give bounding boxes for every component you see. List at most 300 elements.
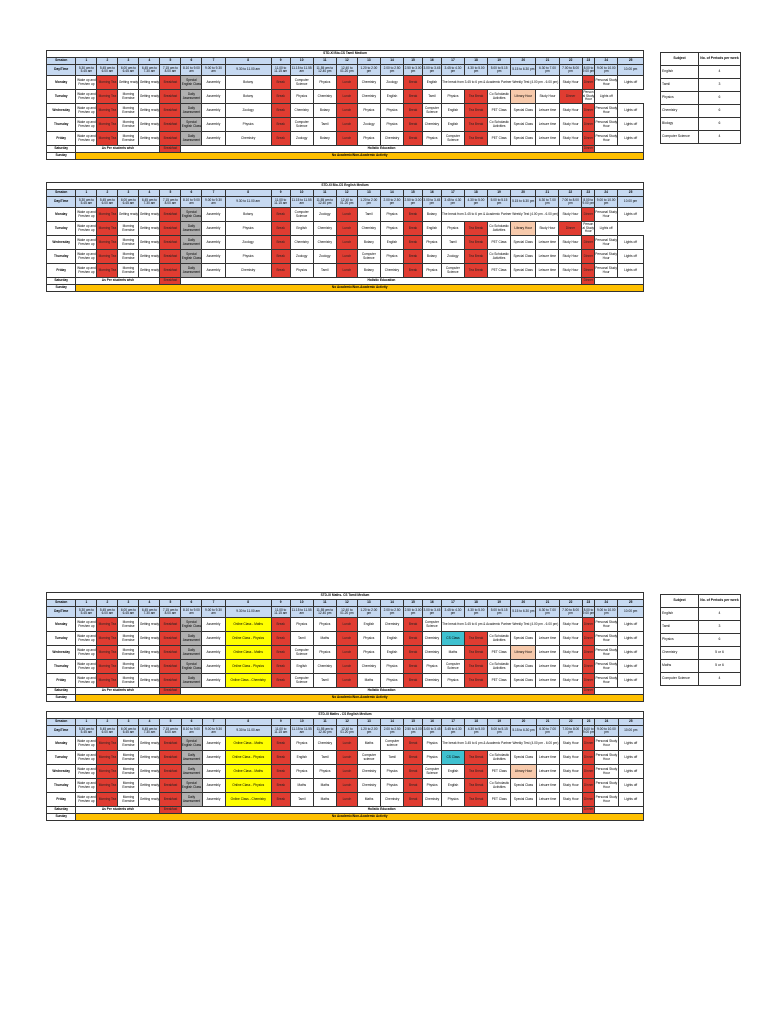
- time-slot: 11.15 to 11.55 am: [290, 726, 313, 737]
- time-slot: 5.45 am to 6.00 am: [97, 65, 118, 76]
- time-slot: 5.30 am to 5.45 am: [76, 607, 97, 618]
- period-cell: Morning Exercise: [118, 250, 139, 264]
- table-row: [47, 779, 644, 793]
- period-cell: Getting ready: [139, 90, 160, 104]
- daytime-label: Day/Time: [47, 607, 76, 618]
- time-slot: 6.45 am to 7.30 am: [139, 65, 160, 76]
- period-cell: Assembly: [202, 222, 225, 236]
- time-slot: 9.00 to 10.00 pm: [595, 726, 618, 737]
- day-label: Thursday: [47, 250, 76, 264]
- session-number: 6: [181, 190, 202, 197]
- period-cell: Study Hour: [559, 76, 582, 90]
- periods-count: 4: [699, 608, 741, 621]
- period-cell: Zoology: [225, 236, 271, 250]
- period-cell: Assembly: [202, 674, 225, 688]
- period-cell: Study Hour: [559, 751, 582, 765]
- day-label: Tuesday: [47, 222, 76, 236]
- period-cell: Lunch: [336, 632, 357, 646]
- time-slot: 7.15 am to 8.00 am: [160, 726, 181, 737]
- holistic-education: Holistic Education: [181, 688, 582, 695]
- saturday-dinner: Dinner: [582, 146, 595, 153]
- period-cell: English: [441, 104, 464, 118]
- time-slot: 11.15 to 11.55 am: [290, 197, 313, 208]
- period-cell: Tea Break: [465, 793, 488, 807]
- session-number: 13: [357, 58, 380, 65]
- period-cell: Tea Break: [465, 660, 488, 674]
- period-cell: Study Hour: [559, 632, 582, 646]
- period-cell: Computer Science: [422, 618, 441, 632]
- period-cell: Breakfast: [160, 751, 181, 765]
- session-number: 16: [423, 719, 442, 726]
- session-number: 23: [582, 190, 595, 197]
- session-number: 5: [160, 600, 181, 607]
- period-cell: Lunch: [336, 250, 357, 264]
- period-cell: Personal Study Hour: [595, 76, 618, 90]
- period-cell: Special Class: [511, 118, 536, 132]
- time-slot: 9.00 to 9.30 am: [202, 65, 225, 76]
- period-cell: Computer Science: [441, 132, 464, 146]
- period-cell: Morning Tea: [97, 765, 118, 779]
- period-cell: Morning Tea: [97, 674, 118, 688]
- period-cell: Wake up and Freshen up: [76, 222, 97, 236]
- table-row: [661, 621, 741, 634]
- period-cell: Daily Assessment: [181, 222, 202, 236]
- period-cell: Getting ready: [139, 208, 160, 222]
- period-cell: Wake up and Freshen up: [76, 118, 97, 132]
- saturday-blank: [595, 807, 644, 814]
- session-number: 21: [536, 190, 559, 197]
- period-cell: Wake up and Freshen up: [76, 660, 97, 674]
- period-cell: Lights off: [618, 264, 644, 278]
- block-title: STD-XI Maths - CS English Medium: [47, 712, 644, 719]
- period-cell: Breakfast: [160, 208, 181, 222]
- session-number: 20: [511, 719, 536, 726]
- period-cell: English: [380, 90, 403, 104]
- period-cell: Getting ready: [139, 76, 160, 90]
- period-cell: English: [422, 222, 441, 236]
- session-number: 14: [380, 600, 403, 607]
- time-slot: 8.00 to 9.00 pm: [582, 197, 595, 208]
- period-cell: Assembly: [202, 793, 225, 807]
- period-cell: Assembly: [202, 751, 225, 765]
- time-slot: 10.00 pm: [618, 197, 644, 208]
- session-number: 12: [336, 719, 357, 726]
- period-cell: Computer Science: [441, 660, 464, 674]
- day-label: Monday: [47, 76, 76, 90]
- time-slot: 8.10 to 9.00 am: [181, 726, 202, 737]
- period-cell: Physics: [313, 646, 336, 660]
- session-number: 17: [441, 600, 464, 607]
- period-cell: English: [290, 660, 313, 674]
- period-cell: Physics: [313, 76, 336, 90]
- period-cell: Special Class: [511, 674, 536, 688]
- period-cell: Break: [404, 132, 423, 146]
- subject-name: Tamil: [661, 79, 699, 92]
- period-cell: Dinner: [582, 779, 595, 793]
- period-cell: Break: [404, 765, 423, 779]
- period-cell: Daily Assessment: [181, 765, 202, 779]
- period-cell: Getting ready: [139, 660, 160, 674]
- period-cell: Library Hour: [511, 90, 536, 104]
- day-label: Tuesday: [47, 90, 76, 104]
- period-cell: Morning Exercise: [118, 264, 139, 278]
- subject-header: Subject: [661, 595, 699, 608]
- period-cell: Getting ready: [139, 132, 160, 146]
- period-cell: English: [380, 646, 403, 660]
- period-cell: Morning Exercise: [118, 236, 139, 250]
- period-cell: Morning Tea: [97, 104, 118, 118]
- period-cell: Daily Assessment: [181, 632, 202, 646]
- period-cell: PET Class: [487, 264, 510, 278]
- session-number: 22: [559, 58, 582, 65]
- no-activity: No Academic/Non-Academic Activity: [76, 285, 644, 292]
- time-slot: 11.15 to 11.55 am: [290, 607, 313, 618]
- period-cell: Assembly: [202, 132, 225, 146]
- period-cell: Maths: [313, 632, 336, 646]
- period-cell: Assembly: [202, 76, 225, 90]
- period-cell: Physics: [441, 90, 464, 104]
- period-cell: The break from 3.45 to 6 pm & Academic Partner Weekly Test (4.00 pm - 6.00 pm): [441, 618, 559, 632]
- time-slot: 10.00 pm: [618, 607, 644, 618]
- period-cell: Leisure time: [536, 250, 559, 264]
- period-cell: Computer science: [358, 751, 381, 765]
- period-cell: Study Hour: [559, 737, 582, 751]
- periods-count: 3: [699, 621, 741, 634]
- period-cell: Chemistry: [380, 132, 403, 146]
- session-number: 14: [380, 190, 403, 197]
- block-title: STD-XI Bio-CS English Medium: [47, 183, 644, 190]
- timetable-block-std-xi-bio-cs-tamil-medium: [46, 50, 644, 160]
- time-slot: 9.00 to 9.30 am: [202, 197, 225, 208]
- time-slot: 2.00 to 2.50 pm: [381, 726, 404, 737]
- session-number: 16: [422, 600, 441, 607]
- table-row: [47, 646, 644, 660]
- time-slot: 8.00 to 9.00 pm: [582, 726, 595, 737]
- session-number: 20: [511, 58, 536, 65]
- session-number: 6: [181, 719, 202, 726]
- time-slot: 5.45 am to 6.00 am: [97, 607, 118, 618]
- period-cell: Wake up and Freshen up: [76, 765, 97, 779]
- period-cell: Daily Assessment: [181, 646, 202, 660]
- session-number: 21: [536, 58, 559, 65]
- period-cell: Study Hour: [559, 264, 582, 278]
- period-cell: Tamil: [290, 793, 313, 807]
- period-cell: Special Class: [511, 793, 536, 807]
- timetable-block-std-xi-maths-cs-english-medium: [46, 711, 644, 821]
- sunday-label: Sunday: [47, 153, 76, 160]
- period-cell: Break: [403, 250, 422, 264]
- period-cell: Online Class - Physics: [225, 632, 271, 646]
- period-cell: Library Hour: [511, 646, 536, 660]
- time-slot: 2.50 to 3.00 pm: [404, 726, 423, 737]
- session-number: 24: [595, 190, 618, 197]
- period-cell: Breakfast: [160, 737, 181, 751]
- time-slot: 6.45 am to 7.30 am: [139, 726, 160, 737]
- period-cell: Physics: [290, 765, 313, 779]
- period-cell: Personal Study Hour: [582, 90, 595, 104]
- period-cell: Breakfast: [160, 250, 181, 264]
- period-cell: Break: [271, 660, 290, 674]
- saturday-dinner: Dinner: [582, 688, 595, 695]
- period-cell: Lights off: [618, 618, 644, 632]
- period-cell: Lights off: [618, 737, 643, 751]
- period-cell: Lunch: [336, 618, 357, 632]
- time-slot: 3.45 to 4.30 pm: [441, 65, 464, 76]
- period-cell: Online Class - Physics: [225, 660, 271, 674]
- period-cell: Study Hour: [559, 779, 582, 793]
- table-row: [47, 632, 644, 646]
- period-cell: Assembly: [202, 264, 225, 278]
- time-slot: 7.00 to 8.00 pm: [559, 726, 582, 737]
- table-row: [47, 208, 644, 222]
- holistic-education: Holistic Education: [181, 278, 582, 285]
- session-number: 24: [595, 719, 618, 726]
- day-label: Monday: [47, 737, 76, 751]
- period-cell: Leisure time: [536, 765, 559, 779]
- period-cell: Morning Exercise: [118, 646, 139, 660]
- session-number: 3: [118, 58, 139, 65]
- time-slot: 3.00 to 3.45 pm: [422, 65, 441, 76]
- session-number: 24: [595, 58, 618, 65]
- period-cell: Leisure time: [536, 118, 559, 132]
- period-cell: Dinner: [582, 118, 595, 132]
- period-cell: Wake up and Freshen up: [76, 132, 97, 146]
- time-slot: 5.00 to 5.15 pm: [488, 726, 511, 737]
- period-cell: Computer Science: [423, 765, 442, 779]
- session-number: 7: [202, 719, 225, 726]
- period-cell: Leisure time: [536, 104, 559, 118]
- session-number: 13: [358, 719, 381, 726]
- session-number: 25: [618, 58, 644, 65]
- period-cell: Zoology: [290, 132, 313, 146]
- period-cell: Lunch: [336, 646, 357, 660]
- period-cell: Morning Tea: [97, 222, 118, 236]
- period-cell: Morning Tea: [97, 76, 118, 90]
- time-slot: 9.30 to 11.00 am: [225, 65, 271, 76]
- period-cell: Physics: [225, 118, 271, 132]
- period-cell: Lights off: [618, 765, 643, 779]
- period-cell: Break: [404, 674, 423, 688]
- period-cell: Physics: [381, 765, 404, 779]
- period-cell: Co Scholastic Activities: [488, 660, 511, 674]
- period-cell: Getting ready: [139, 104, 160, 118]
- session-number: 4: [139, 58, 160, 65]
- session-number: 5: [160, 719, 181, 726]
- period-cell: Special English Class: [181, 660, 202, 674]
- session-number: 1: [76, 600, 97, 607]
- session-number: 1: [76, 58, 97, 65]
- time-slot: 3.45 to 4.30 pm: [442, 726, 465, 737]
- period-cell: Botany: [357, 264, 380, 278]
- period-cell: Getting ready: [139, 779, 160, 793]
- table-row: [47, 765, 644, 779]
- time-slot: 5.15 to 6.30 pm: [511, 65, 536, 76]
- session-number: 4: [139, 719, 160, 726]
- period-cell: Physics: [357, 632, 380, 646]
- session-number: 25: [618, 719, 643, 726]
- period-cell: Daily Assessment: [181, 104, 202, 118]
- time-slot: 2.00 to 2.50 pm: [380, 607, 403, 618]
- period-cell: Physics: [380, 118, 403, 132]
- period-cell: Physics: [381, 779, 404, 793]
- period-cell: Dinner: [582, 208, 595, 222]
- period-cell: Leisure time: [536, 660, 559, 674]
- session-number: 2: [97, 58, 118, 65]
- time-slot: 1.20 to 2.00 pm: [357, 65, 380, 76]
- period-cell: English: [422, 76, 441, 90]
- period-cell: Tamil: [313, 674, 336, 688]
- period-cell: Getting ready: [139, 737, 160, 751]
- session-number: 20: [511, 600, 536, 607]
- period-cell: Lights off: [618, 132, 644, 146]
- period-cell: Personal Study Hour: [595, 236, 618, 250]
- period-cell: Study Hour: [559, 793, 582, 807]
- time-slot: 2.00 to 2.50 pm: [380, 65, 403, 76]
- day-label: Monday: [47, 618, 76, 632]
- time-slot: 7.00 to 8.00 pm: [559, 65, 582, 76]
- period-cell: Dinner: [582, 264, 595, 278]
- period-cell: Lunch: [336, 104, 357, 118]
- session-number: 11: [313, 719, 336, 726]
- time-slot: 1.20 to 2.00 pm: [358, 726, 381, 737]
- time-slot: 1.20 to 2.00 pm: [357, 197, 380, 208]
- time-slot: 11.55 am to 12.40 pm: [313, 197, 336, 208]
- period-cell: Breakfast: [160, 76, 181, 90]
- period-cell: Breakfast: [160, 90, 181, 104]
- session-label: Session: [47, 719, 76, 726]
- session-number: 3: [118, 719, 139, 726]
- block-title: STD-XI Bio-CS Tamil Medium: [47, 51, 644, 58]
- period-cell: The break from 3.45 to 6 pm & Academic Partner Weekly Test (4.00 pm - 6.00 pm): [441, 76, 559, 90]
- period-cell: Dinner: [559, 90, 582, 104]
- session-number: 2: [97, 190, 118, 197]
- session-number: 24: [595, 600, 618, 607]
- session-number: 10: [290, 600, 313, 607]
- period-cell: Chemistry: [380, 264, 403, 278]
- period-cell: Chemistry: [422, 632, 441, 646]
- period-cell: Computer Science: [290, 646, 313, 660]
- period-cell: Morning Tea: [97, 118, 118, 132]
- session-number: 17: [441, 190, 464, 197]
- period-cell: Computer Science: [290, 674, 313, 688]
- timetable-table: [46, 592, 644, 702]
- period-cell: Special Class: [511, 779, 536, 793]
- period-cell: English: [290, 222, 313, 236]
- period-cell: Leisure time: [536, 132, 559, 146]
- period-cell: Tamil: [313, 264, 336, 278]
- period-cell: Tamil: [441, 236, 464, 250]
- period-cell: Study Hour: [559, 765, 582, 779]
- period-cell: Lights off: [618, 674, 644, 688]
- period-cell: Wake up and Freshen up: [76, 76, 97, 90]
- period-cell: English: [442, 765, 465, 779]
- period-cell: Zoology: [441, 250, 464, 264]
- period-cell: Maths: [313, 779, 336, 793]
- time-slot: 3.00 to 3.45 pm: [422, 197, 441, 208]
- period-cell: Online Class - Maths: [225, 765, 271, 779]
- session-number: 11: [313, 600, 336, 607]
- subject-name: Chemistry: [661, 647, 699, 660]
- period-cell: Physics: [380, 250, 403, 264]
- period-cell: Tea Break: [464, 264, 487, 278]
- period-cell: Chemistry: [290, 104, 313, 118]
- time-slot: 5.00 to 5.15 pm: [488, 607, 511, 618]
- timetable-table: [46, 711, 644, 821]
- session-number: 8: [225, 600, 271, 607]
- period-cell: Assembly: [202, 208, 225, 222]
- period-cell: Getting ready: [139, 236, 160, 250]
- period-cell: Breakfast: [160, 793, 181, 807]
- period-cell: Breakfast: [160, 132, 181, 146]
- table-row: [47, 236, 644, 250]
- period-cell: Leisure time: [536, 779, 559, 793]
- period-cell: Leisure time: [536, 236, 559, 250]
- session-number: 14: [380, 58, 403, 65]
- saturday-label: Saturday: [47, 807, 76, 814]
- table-row: [47, 132, 644, 146]
- period-cell: Tamil: [313, 118, 336, 132]
- period-cell: Dinner: [582, 236, 595, 250]
- period-cell: Chemistry: [422, 646, 441, 660]
- period-cell: English: [441, 118, 464, 132]
- period-cell: Online Class - Chemistry: [225, 793, 271, 807]
- period-cell: Lights off: [595, 222, 618, 236]
- period-cell: Dinner: [582, 646, 595, 660]
- time-slot: 11.00 to 11.15 am: [271, 197, 290, 208]
- period-cell: Getting ready: [118, 208, 139, 222]
- period-cell: Assembly: [202, 104, 225, 118]
- period-cell: Physics: [380, 208, 403, 222]
- time-slot: 11.55 am to 12.40 pm: [313, 65, 336, 76]
- sunday-label: Sunday: [47, 285, 76, 292]
- time-slot: 11.55 am to 12.40 pm: [313, 726, 336, 737]
- period-cell: Personal Study Hour: [595, 618, 618, 632]
- period-cell: Break: [404, 779, 423, 793]
- period-cell: Lunch: [336, 793, 357, 807]
- periods-count: 3: [699, 79, 741, 92]
- day-label: Wednesday: [47, 765, 76, 779]
- session-number: 9: [271, 58, 290, 65]
- period-cell: Special English Class: [181, 779, 202, 793]
- periods-count: 4: [699, 66, 741, 79]
- period-cell: PET Class: [488, 132, 511, 146]
- saturday-blank: [595, 146, 644, 153]
- period-cell: Break: [271, 76, 290, 90]
- session-number: 7: [202, 190, 225, 197]
- period-cell: Chemistry: [313, 90, 336, 104]
- period-cell: Lights off: [618, 793, 643, 807]
- session-number: 17: [442, 719, 465, 726]
- period-cell: Personal Study Hour: [595, 132, 618, 146]
- period-cell: Lunch: [336, 779, 357, 793]
- period-cell: Physics: [290, 737, 313, 751]
- period-cell: Personal Study Hour: [595, 751, 618, 765]
- no-activity: No Academic/Non-Academic Activity: [76, 153, 644, 160]
- session-number: 12: [336, 600, 357, 607]
- saturday-dinner: Dinner: [582, 807, 595, 814]
- period-cell: Break: [403, 264, 422, 278]
- period-cell: Break: [404, 618, 423, 632]
- time-slot: 11.55 am to 12.40 pm: [313, 607, 336, 618]
- period-cell: English: [357, 618, 380, 632]
- period-cell: Physics: [357, 104, 380, 118]
- timetable-block-std-xi-maths-cs-tamil-medium: [46, 592, 644, 702]
- period-cell: Getting ready: [139, 793, 160, 807]
- period-cell: Chemistry: [313, 222, 336, 236]
- day-label: Wednesday: [47, 236, 76, 250]
- period-cell: Lights off: [595, 90, 618, 104]
- period-cell: Tea Break: [464, 236, 487, 250]
